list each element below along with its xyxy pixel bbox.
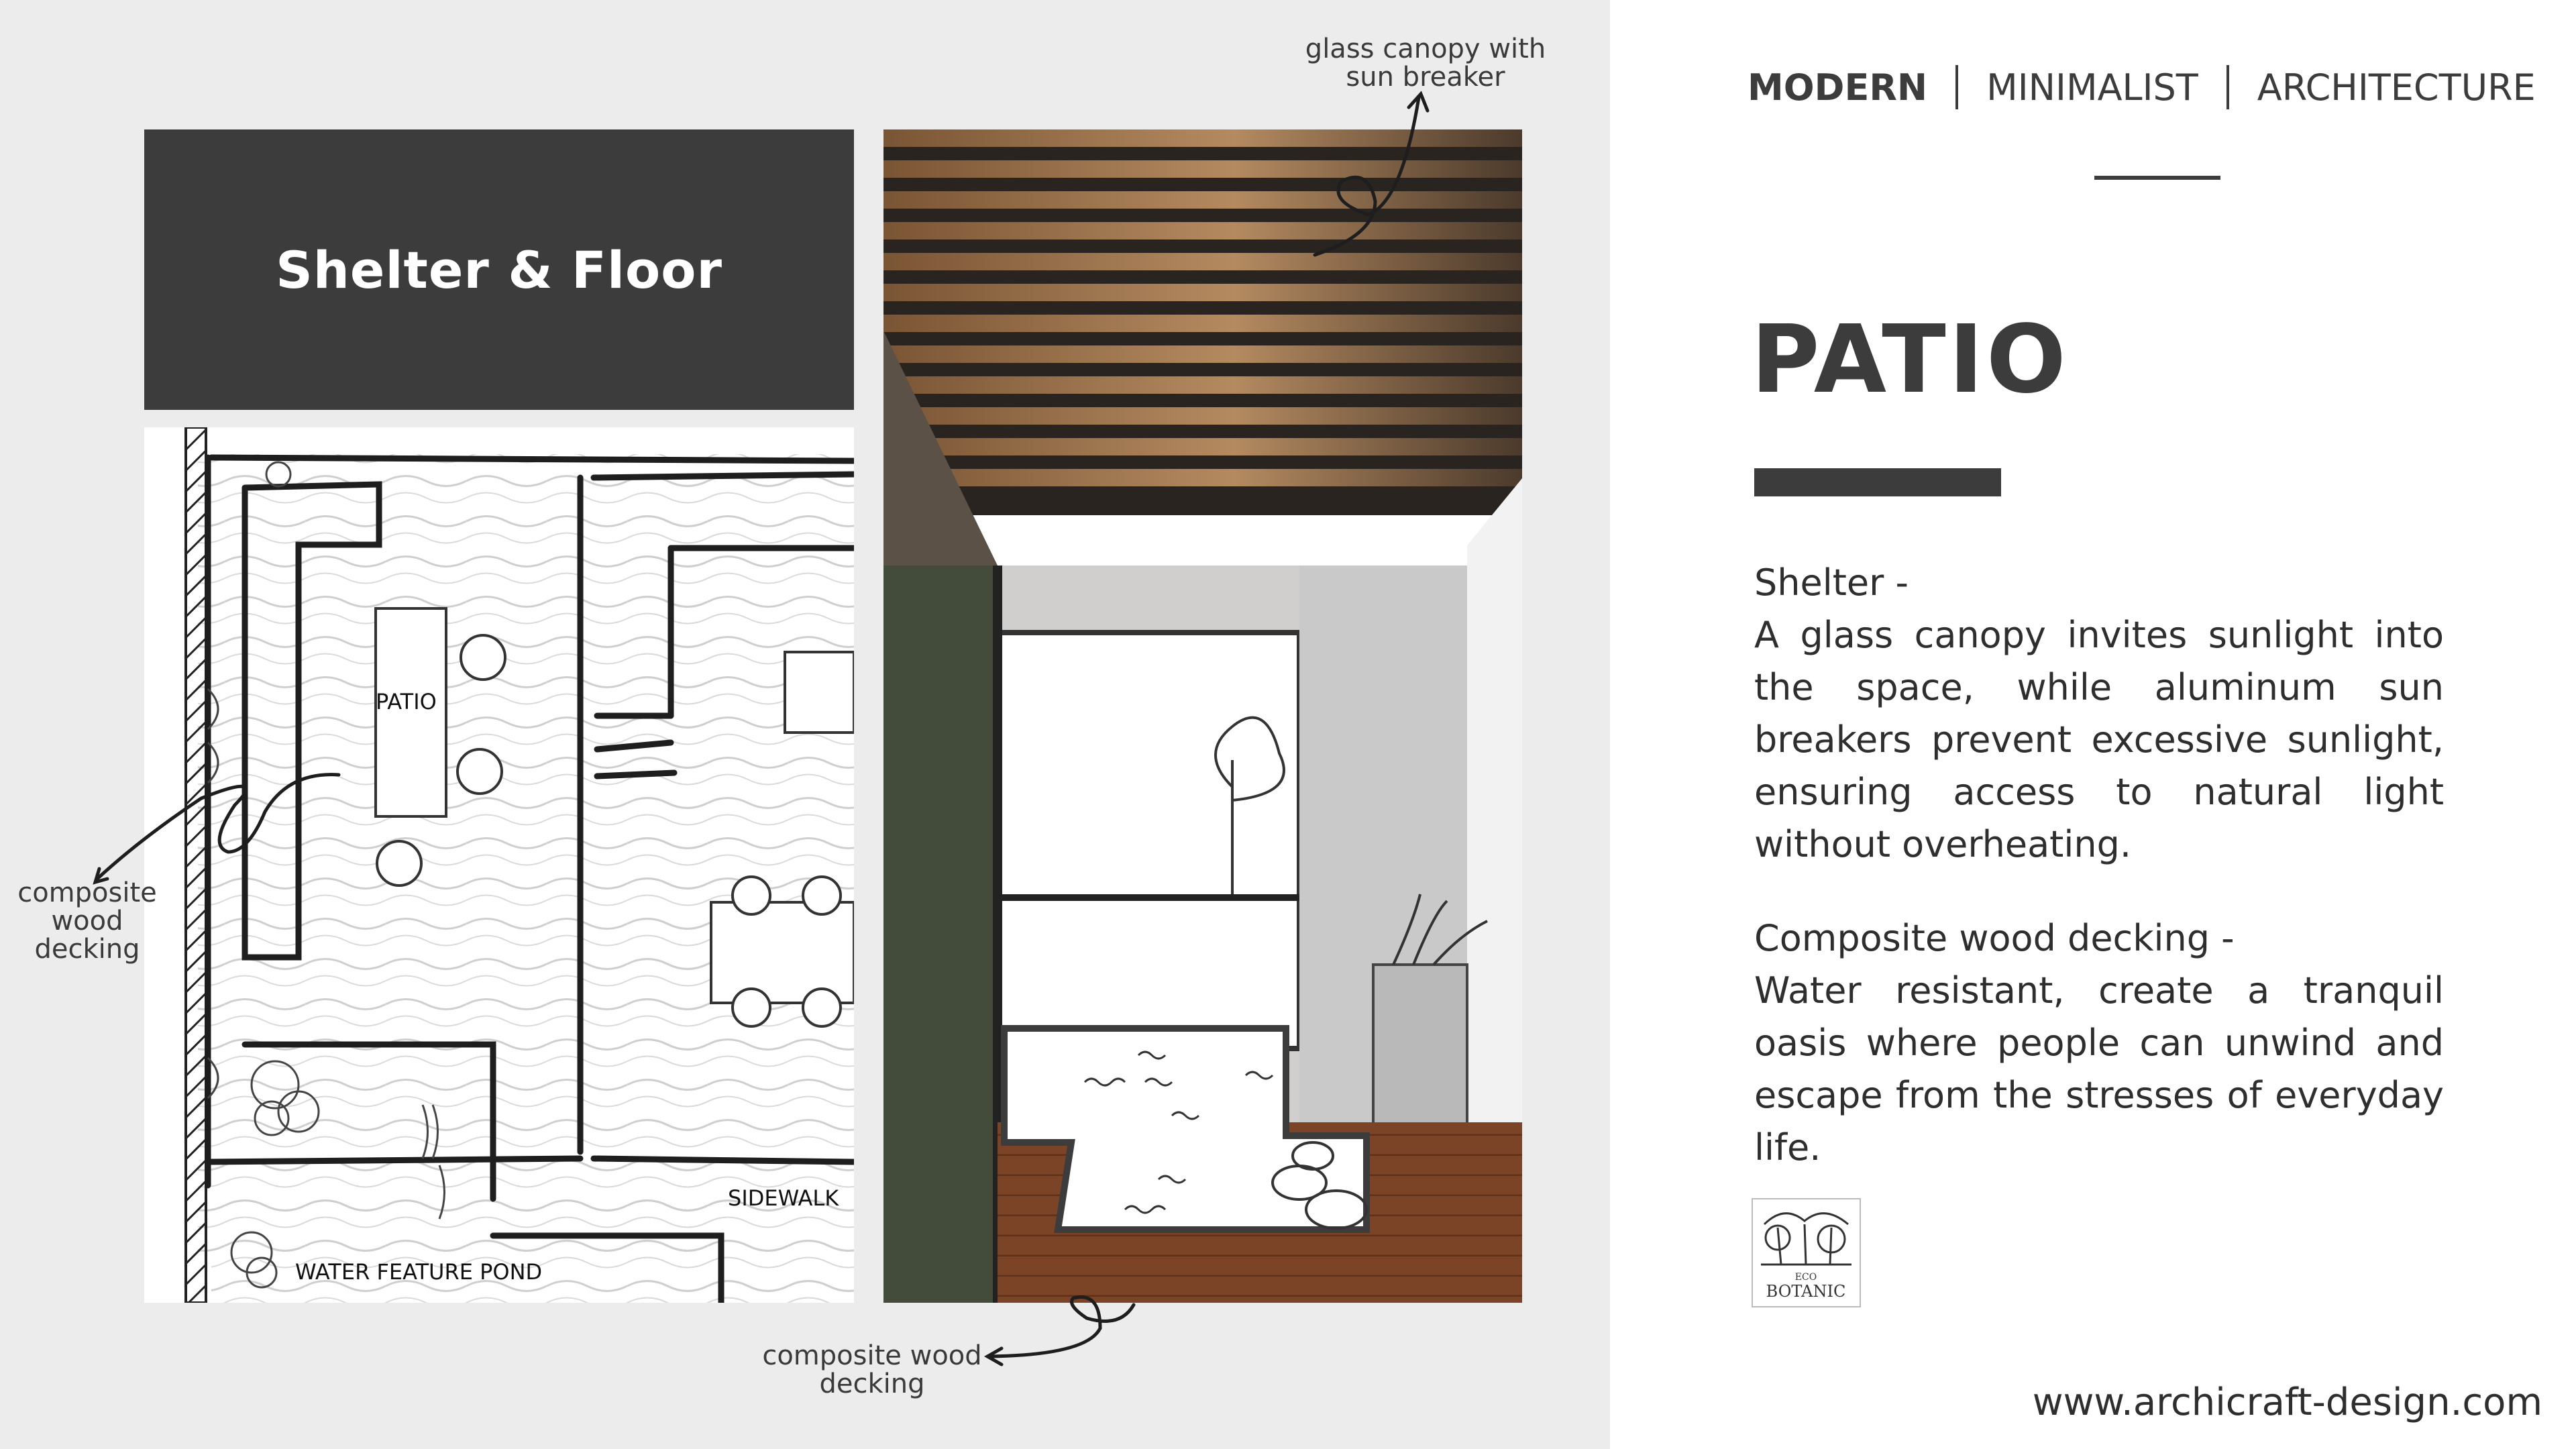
logo-main-text: BOTANIC [1766, 1282, 1846, 1301]
nav-item-architecture: ARCHITECTURE [2257, 66, 2536, 109]
decking-body: Water resistant, create a tranquil oasis where people can unwind and escape from the stresses of everyday life. [1754, 969, 2444, 1169]
nav-underline [2094, 176, 2220, 180]
annotation-decking-left [7, 879, 168, 963]
annotation-canopy [1295, 35, 1556, 91]
decking-section [1754, 912, 2444, 1174]
plan-label-sidewalk: SIDEWALK [728, 1185, 839, 1211]
plan-label-patio: PATIO [376, 689, 437, 714]
heading-bar [1754, 468, 2001, 496]
top-nav [1748, 64, 2536, 111]
nav-item-minimalist: MINIMALIST [1986, 66, 2198, 109]
nav-item-modern: MODERN [1748, 66, 1928, 109]
page-heading: PATIO [1751, 305, 2069, 415]
board-title: Shelter & Floor [276, 239, 722, 300]
logo-small-text: ECO [1794, 1272, 1817, 1283]
plan-label-pond: WATER FEATURE POND [295, 1259, 543, 1285]
annotation-decking-left-text: composite wood decking [17, 877, 157, 965]
decking-title: Composite wood decking - [1754, 917, 2235, 959]
shelter-body: A glass canopy invites sunlight into the space, while aluminum sun breakers prevent excessive sunlight, ensuring access to natural light without overheating. [1754, 614, 2444, 865]
logo-drawing [1751, 1197, 1862, 1308]
shelter-title: Shelter - [1754, 561, 1909, 604]
nav-separator [1955, 65, 1958, 109]
eco-botanic-logo [1751, 1197, 1862, 1308]
shelter-section [1754, 557, 2444, 871]
nav-separator [2226, 65, 2229, 109]
annotation-decking-bottom-text: composite wood decking [762, 1340, 982, 1399]
annotation-decking-bottom [751, 1342, 993, 1398]
annotation-canopy-text: glass canopy with sun breaker [1305, 34, 1546, 93]
website-link[interactable]: www.archicraft-design.com [2032, 1381, 2542, 1424]
